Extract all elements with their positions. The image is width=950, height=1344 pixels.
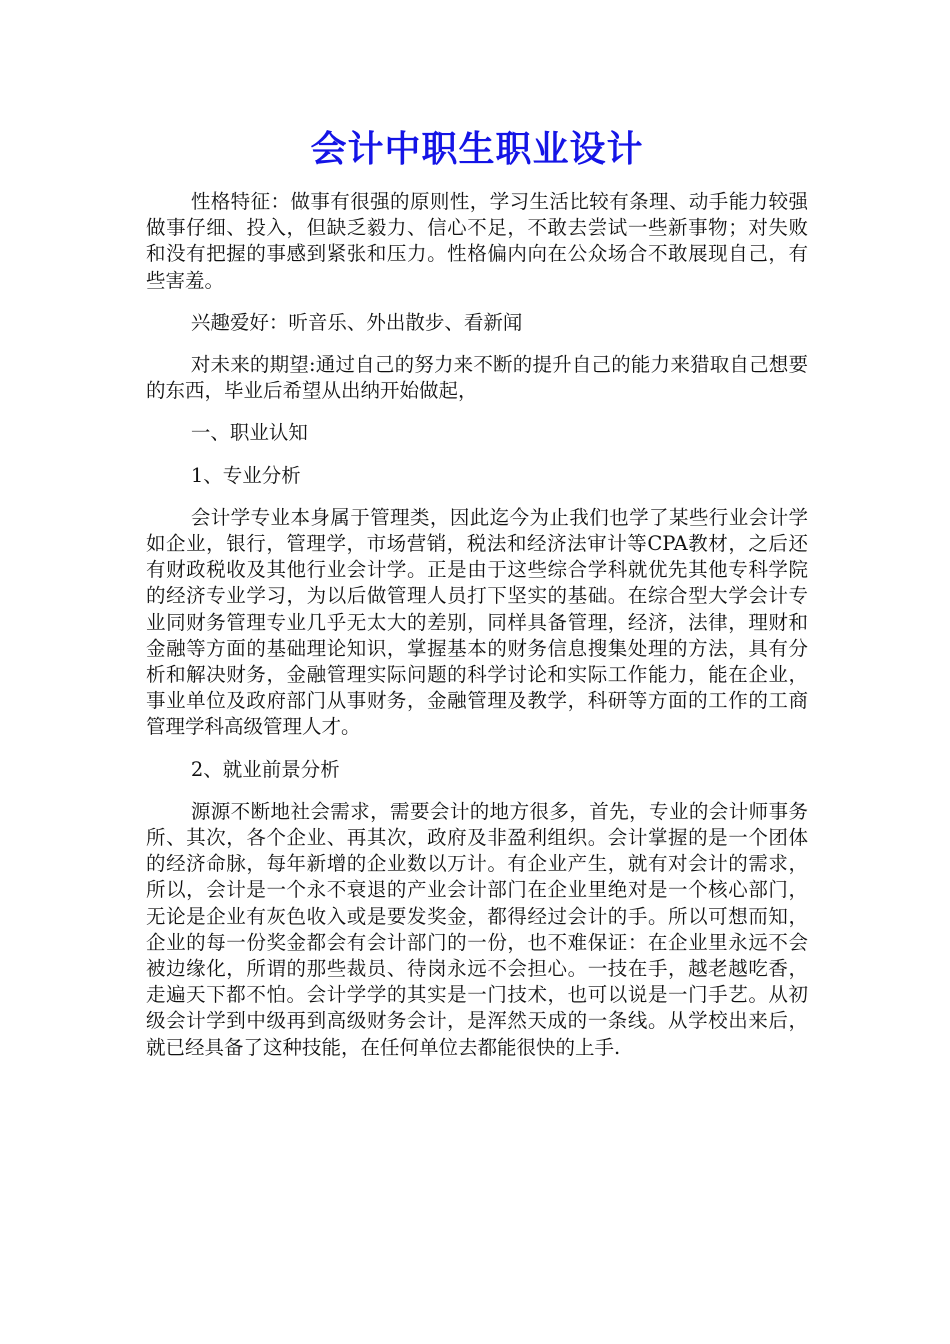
- document-title: 会计中职生职业设计: [310, 128, 644, 170]
- subheading-major-analysis: 1、专业分析: [190, 463, 301, 487]
- section-heading-career-cognition: 一、职业认知: [190, 421, 308, 445]
- paragraph-major-analysis: 会计学专业本身属于管理类，因此迄今为止我们也学了某些行业会计学如企业，银行，管理学，市场营销，税法和经济法审计等CPA教材，之后还有财政税收及其他行业会计学。正是由于这些综合学科就优先其他专科学院的经济专业学习，为以后做管理人员打下坚实的基础。在综合型大学会计专业同财务管理专业几乎无太大的差别，同样具备管理，经济，法律，理财和金融等方面的基础理论知识，掌握基本的财务信息搜集处理的方法，具有分析和解决财务，金融管理实际问题的科学讨论和实际工作能力，能在企业，事业单位及政府部门从事财务，金融管理及教学，科研等方面的工作的工商管理学科高级管理人才。: [146, 505, 808, 739]
- paragraph-hobbies: 兴趣爱好：听音乐、外出散步、看新闻: [190, 310, 523, 334]
- paragraph-expectations: 对未来的期望:通过自己的努力来不断的提升自己的能力来猎取自己想要的东西，毕业后希望从出纳开始做起，: [146, 353, 808, 403]
- document-page: [146, 0, 808, 1344]
- paragraph-employment-prospects: 源源不断地社会需求，需要会计的地方很多，首先，专业的会计师事务所、其次，各个企业、再其次，政府及非盈利组织。会计掌握的是一个团体的经济命脉，每年新增的企业数以万计。有企业产生，就有对会计的需求，所以，会计是一个永不衰退的产业会计部门在企业里绝对是一个核心部门，无论是企业有灰色收入或是要发奖金，都得经过会计的手。所以可想而知，企业的每一份奖金都会有会计部门的一份，也不难保证：在企业里永远不会被边缘化，所谓的那些裁员、待岗永远不会担心。一技在手，越老越吃香，走遍天下都不怕。会计学学的其实是一门技术，也可以说是一门手艺。从初级会计学到中级再到高级财务会计，是浑然天成的一条线。从学校出来后，就已经具备了这种技能，在任何单位去都能很快的上手.: [146, 799, 808, 1059]
- paragraph-personality: 性格特征：做事有很强的原则性，学习生活比较有条理、动手能力较强做事仔细、投入，但缺乏毅力、信心不足，不敢去尝试一些新事物；对失败和没有把握的事感到紧张和压力。性格偏内向在公众场合不敢展现自己，有些害羞。: [146, 190, 808, 292]
- subheading-employment-prospects: 2、就业前景分析: [190, 757, 340, 781]
